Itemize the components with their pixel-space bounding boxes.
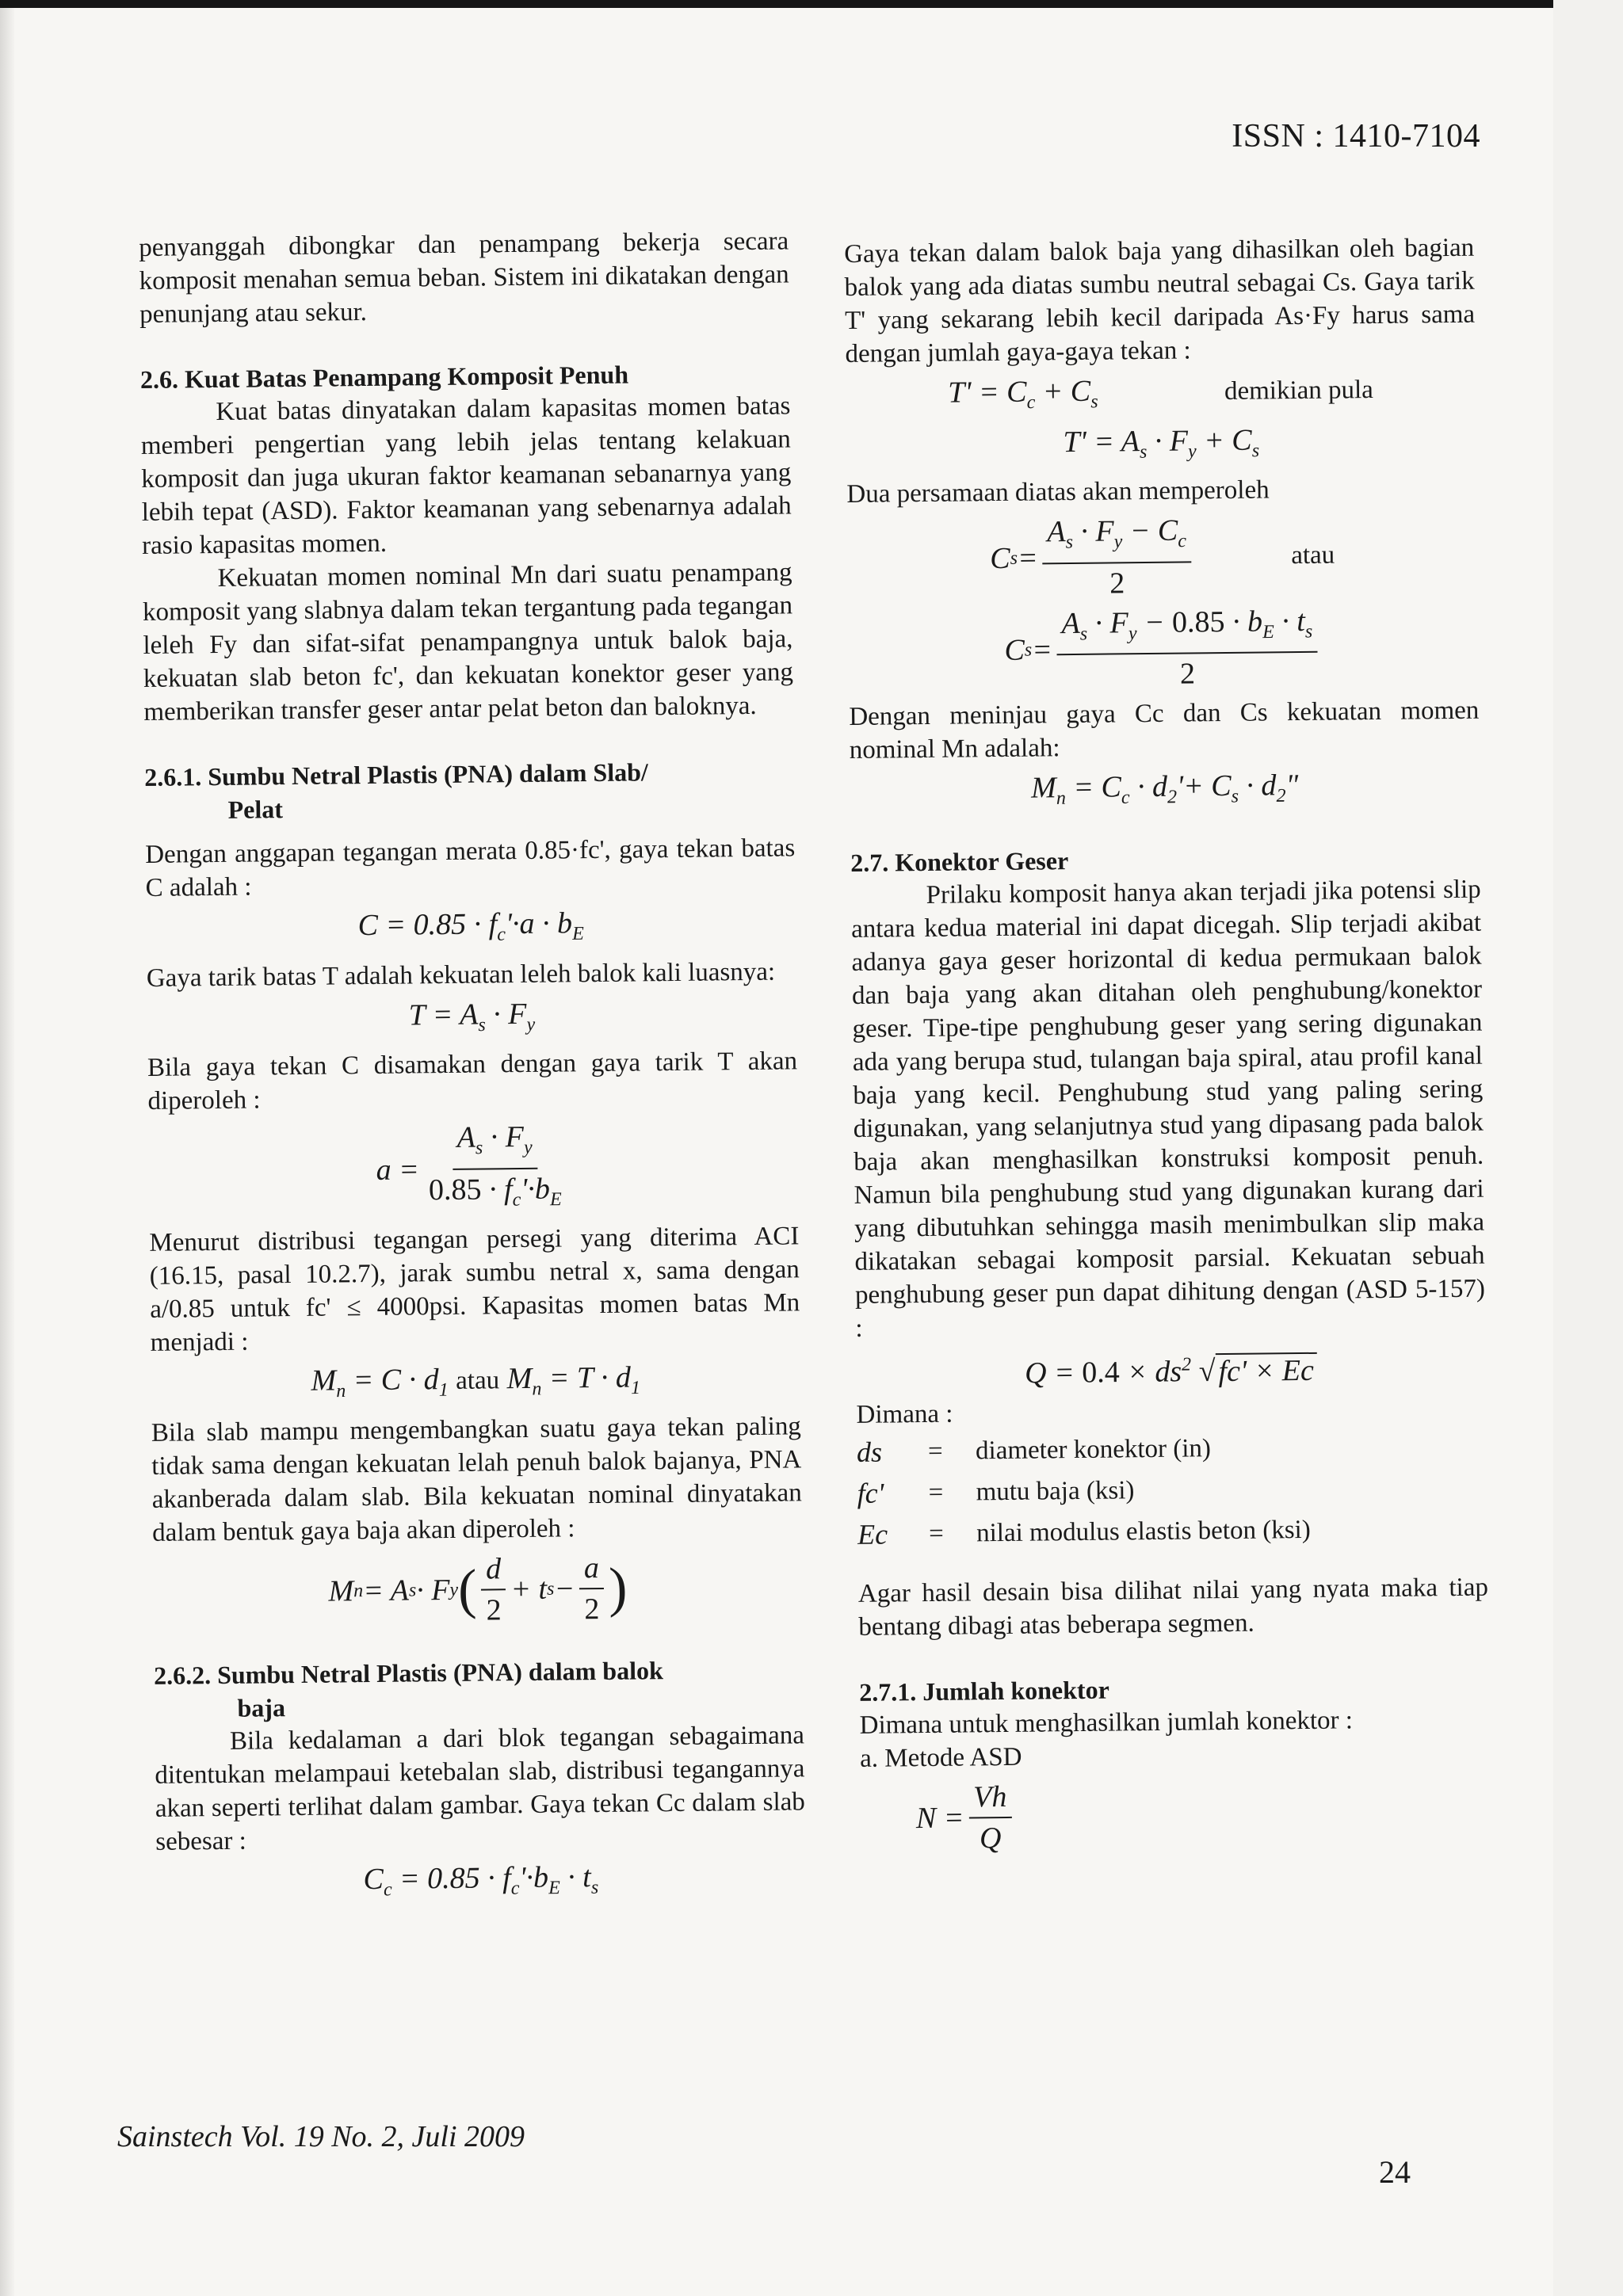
right-column bbox=[844, 231, 1491, 1863]
section-2-6-1-paragraph-4: Menurut distribusi tegangan persegi yang diterima ACI (16.15, pasal 10.2.7), jarak sumbu netral x, sama dengan a/0.85 untuk fc' ≤ 4000psi. Kapasitas momen batas Mn menjadi : bbox=[149, 1222, 800, 1358]
section-2-7-1-title: 2.7.1. Jumlah konektor bbox=[859, 1675, 1109, 1707]
section-2-6-2-paragraph-1: Bila kedalaman a dari blok tegangan sebagaimana ditentukan melampaui ketebalan slab, distribusi tegangannya akan seperti terlihat dalam gambar. Gaya tekan Cc dalam slab sebesar : bbox=[155, 1721, 805, 1856]
section-2-7-paragraph-1: Prilaku komposit hanya akan terjadi jika potensi slip antara kedua material ini dapat dicegah. Slip terjadi akibat adanya gaya geser horizontal di kedua permukaan balok dan baja yang akan ditahan oleh penghubung/konektor geser. Tipe-tipe penghubung geser yang sering digunakan ada yang berupa stud, tulangan baja spiral, atau profil kanal baja yang kecil. Penghubung stud yang paling sering digunakan, yang selanjutnya stud yang dipasang pada balok baja akan menghasilkan konstruksi komposit penuh. Namun bila penghubung stud yang digunakan kurang dari yang dibutuhkan sehingga masih menimbulkan slip maka dikatakan sebagai komposit parsial. Kekuatan sebuah penghubung geser pun dapat dihitung dengan (ASD 5-157) : bbox=[850, 875, 1486, 1343]
journal-footer: Sainstech Vol. 19 No. 2, Juli 2009 bbox=[117, 2120, 525, 2153]
section-2-6-title: 2.6. Kuat Batas Penampang Komposit Penuh bbox=[139, 360, 629, 394]
definition-row: Ec = nilai modulus elastis beton (ksi) bbox=[857, 1515, 1311, 1550]
equation-tprime-1: $T' = C_c + C_s$ demikian pula bbox=[948, 374, 1374, 414]
section-2-6-paragraph-2: Kekuatan momen nominal Mn dari suatu penampang komposit yang slabnya dalam tekan tergantung pada tegangan leleh Fy dan sifat-sifat penampangnya untuk balok baja, kekuatan slab beton fc', dan kekuatan konektor geser yang memberikan transfer geser antar pelat beton dan baloknya. bbox=[142, 558, 794, 727]
equation-cs-2: C s = $\frac{A_s \cdot F_y - 0.85 \cdot b_E \cdot t_s}{2}$ bbox=[848, 602, 1479, 694]
equation-cs-1: C s = $\frac{A_s \cdot F_y - C_c}{2}$ atau bbox=[990, 513, 1335, 601]
scan-right-margin bbox=[1553, 0, 1623, 2296]
equation-cc: $C_c = 0.85 \cdot f_c'\cdot b_E \cdot t_s$ bbox=[363, 1860, 599, 1901]
method-asd-item: a. Metode ASD bbox=[859, 1742, 1022, 1773]
scan-edge-shadow bbox=[0, 0, 14, 2296]
equation-mn-3: $M_n = C_c \cdot d_2'+ C_s \cdot d_2$" bbox=[1030, 769, 1299, 810]
right-paragraph-1: Gaya tekan dalam balok baja yang dihasilkan oleh bagian balok yang ada diatas sumbu neutral sebagai Cs. Gaya tarik T' yang sekarang lebih kecil daripada As·Fy harus sama dengan jumlah gaya-gaya tekan : bbox=[844, 233, 1476, 368]
definition-row: fc' = mutu baja (ksi) bbox=[857, 1475, 1135, 1509]
definition-row: ds = diameter konektor (in) bbox=[856, 1433, 1212, 1468]
definition-list bbox=[857, 1425, 1488, 1554]
left-column bbox=[139, 224, 806, 1915]
right-paragraph-4: Agar hasil desain bisa dilihat nilai yang nyata maka tiap bentang dibagi atas beberapa segmen. bbox=[857, 1573, 1489, 1642]
page-number: 24 bbox=[1379, 2154, 1411, 2190]
equation-tprime-2: $T' = A_s \cdot F_y + C_s$ bbox=[1063, 423, 1260, 463]
section-2-7-1-paragraph-1: Dimana untuk menghasilkan jumlah konektor : bbox=[859, 1706, 1354, 1740]
right-paragraph-2: Dua persamaan diatas akan memperoleh bbox=[846, 475, 1270, 509]
section-2-6-2-title-cont: baja bbox=[237, 1693, 286, 1722]
equation-t: $T = A_s \cdot F_y$ bbox=[408, 997, 536, 1035]
section-2-6-2-title: 2.6.2. Sumbu Netral Plastis (PNA) dalam balok bbox=[153, 1656, 663, 1690]
section-2-6-1-title: 2.6.1. Sumbu Netral Plastis (PNA) dalam Slab/ bbox=[144, 757, 648, 791]
equation-c: $C = 0.85 \cdot f_c'\cdot a \cdot b_E$ bbox=[357, 906, 584, 945]
section-2-6-1-title-cont: Pelat bbox=[227, 795, 284, 824]
section-2-6-1-paragraph-5: Bila slab mampu mengembangkan suatu gaya tekan paling tidak sama dengan kekuatan lelah penuh balok bajanya, PNA akanberada dalam slab. Bila kekuatan nominal dinyatakan dalam bentuk gaya baja akan diperoleh : bbox=[151, 1412, 802, 1547]
section-2-7-title: 2.7. Konektor Geser bbox=[850, 846, 1069, 877]
section-2-6-1-paragraph-3: Bila gaya tekan C disamakan dengan gaya tarik T akan diperoleh : bbox=[147, 1047, 798, 1116]
section-2-6-1-paragraph-2: Gaya tarik batas T adalah kekuatan leleh balok kali luasnya: bbox=[146, 957, 776, 993]
equation-q: $Q = 0.4 \times ds^2$ √fc' × Ec bbox=[856, 1345, 1486, 1392]
scan-top-edge bbox=[0, 0, 1553, 8]
issn-header: ISSN : 1410-7104 bbox=[1232, 118, 1480, 154]
equation-n: N = $\frac{Vh}{Q}$ bbox=[860, 1775, 1491, 1855]
section-2-6-paragraph-1: Kuat batas dinyatakan dalam kapasitas momen batas memberi pengertian yang lebih jelas tentang kelakuan komposit dan juga ukuran faktor keamanan sebanarnya yang lebih tepat (ASD). Faktor keamanan yang sebenarnya adalah rasio kapasitas momen. bbox=[140, 391, 792, 560]
equation-mn-1: $M_n = C \cdot d_1$ atau $M_n = T \cdot d_1$ bbox=[311, 1360, 641, 1402]
dimana-label: Dimana : bbox=[856, 1399, 953, 1429]
section-2-6-1-paragraph-1: Dengan anggapan tegangan merata 0.85·fc', gaya tekan batas C adalah : bbox=[145, 833, 796, 902]
right-paragraph-3: Dengan meninjau gaya Cc dan Cs kekuatan momen nominal Mn adalah: bbox=[849, 696, 1480, 765]
equation-a: a = $\frac{A_s \cdot F_y}{0.85 \cdot f_c'\cdot b_E}$ bbox=[376, 1120, 562, 1211]
intro-paragraph: penyanggah dibongkar dan penampang bekerja secara komposit menahan semua beban. Sistem ini dikatakan dengan penunjang atau sekur. bbox=[139, 227, 789, 329]
equation-mn-2: M n = A s · F y ( $\frac{d}{2}$ + t s − $\frac{a}{2}$ ) bbox=[328, 1550, 628, 1627]
